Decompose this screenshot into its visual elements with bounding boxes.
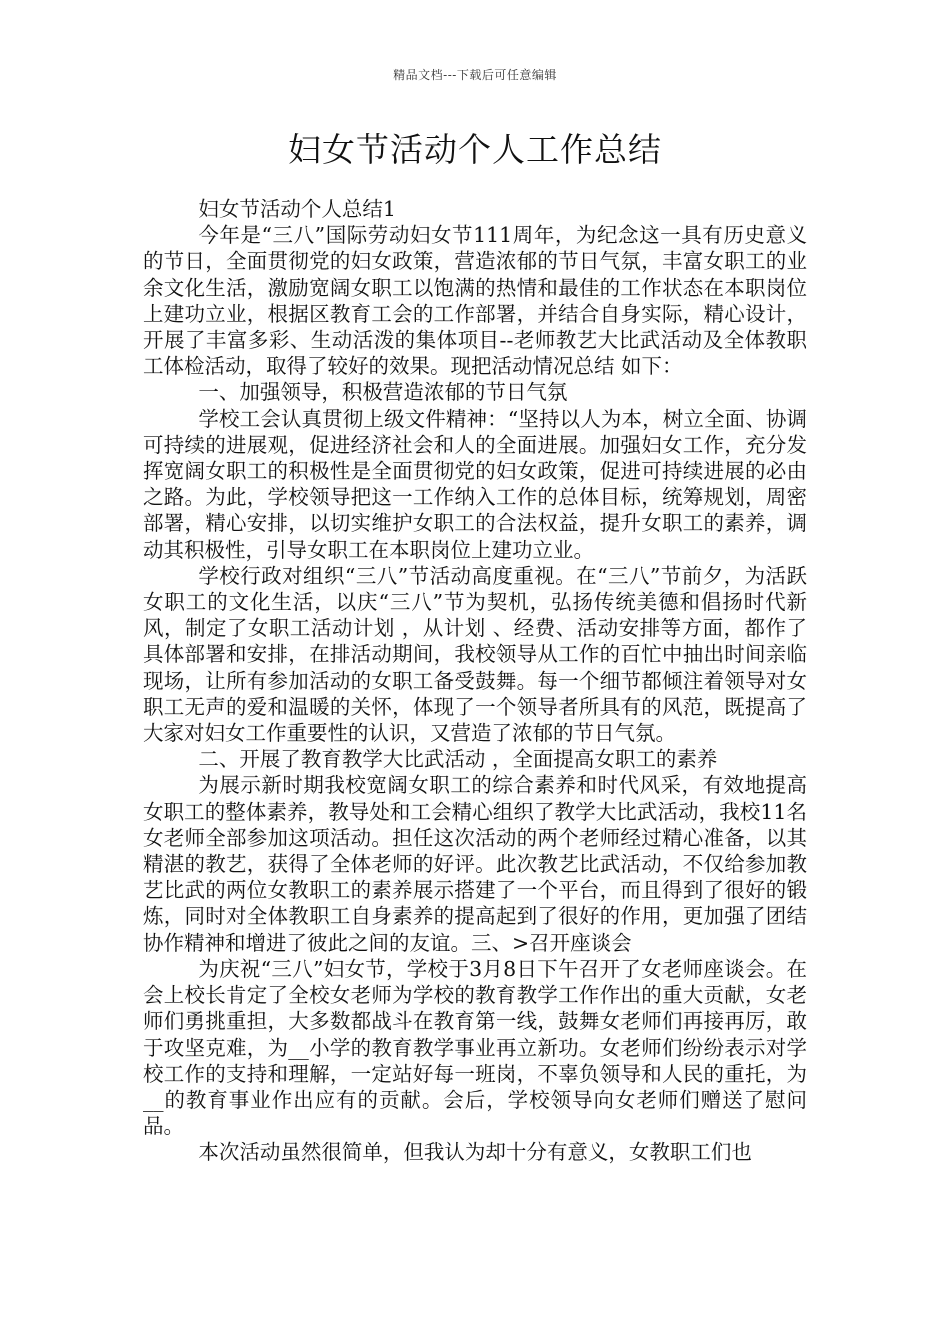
section-heading-1: 一、加强领导，积极营造浓郁的节日气氛 xyxy=(198,380,568,405)
paragraph-3: 为展示新时期我校宽阔女职工的综合素养和时代风采，有效地提高女职工的整体素养，教导处和工会精心组织了教学大比武活动，我校11名女老师全部参加这项活动。担任这次活动的两个老师经过精心准备，以其精湛的教艺，获得了全体老师的好评。此次教艺比武活动，不仅给参加教艺比武的两位女教职工的素养展示搭建了一个平台，而且得到了很好的锻炼，同时对全体教职工自身素养的提高起到了很好的作用，更加强了团结协作精神和增进了彼此之间的友谊。三、>召开座谈会 xyxy=(143,773,807,955)
paragraph-4: 为庆祝“三八”妇女节，学校于3月8日下午召开了女老师座谈会。在会上校长肯定了全校女老师为学校的教育教学工作作出的重大贡献，女老师们勇挑重担，大多数都战斗在教育第一线，鼓舞女老师们再接再厉，敢于攻坚克难，为__小学的教育教学事业再立新功。女老师们纷纷表示对学校工作的支持和理解，一定站好每一班岗，不辜负领导和人民的重托，为__的教育事业作出应有的贡献。会后，学校领导向女老师们赠送了慰问品。 xyxy=(143,956,807,1139)
header-note: 精品文档---下载后可任意编辑 xyxy=(393,68,557,82)
section-heading-2: 二、开展了教育教学大比武活动 ，全面提高女职工的素养 xyxy=(198,747,718,772)
paragraph-intro: 今年是“三八”国际劳动妇女节111周年，为纪念这一具有历史意义的节日，全面贯彻党的妇女政策，营造浓郁的节日气氛，丰富女职工的业余文化生活，激励宽阔女职工以饱满的热情和最佳的工作状态在本职岗位上建功立业，根据区教育工会的工作部署，并结合自身实际，精心设计，开展了丰富多彩、生动活泼的集体项目--老师教艺大比武活动及全体教职工体检活动，取得了较好的效果。现把活动情况总结 如下： xyxy=(143,223,807,379)
document-body xyxy=(143,196,807,1166)
paragraph-2: 学校行政对组织“三八”节活动高度重视。在“三八”节前夕，为活跃女职工的文化生活，以庆“三八”节为契机，弘扬传统美德和倡扬时代新风，制定了女职工活动计划 ，从计划 、经费、活动安排等方面，都作了具体部署和安排，在排活动期间，我校领导从工作的百忙中抽出时间亲临现场，让所有参加活动的女职工备受鼓舞。每一个细节都倾注着领导对女职工无声的爱和温暖的关怀，体现了一个领导者所具有的风范，既提高了大家对妇女工作重要性的认识，又营造了浓郁的节日气氛。 xyxy=(143,563,807,746)
document-title: 妇女节活动个人工作总结 xyxy=(288,130,662,169)
paragraph-1: 学校工会认真贯彻上级文件精神：“坚持以人为本，树立全面、协调可持续的进展观，促进经济社会和人的全面进展。加强妇女工作，充分发挥宽阔女职工的积极性是全面贯彻党的妇女政策，促进可持续进展的必由之路。为此，学校领导把这一工作纳入工作的总体目标，统筹规划，周密部署，精心安排，以切实维护女职工的合法权益，提升女职工的素养，调动其积极性，引导女职工在本职岗位上建功立业。 xyxy=(143,406,807,562)
section-subtitle: 妇女节活动个人总结1 xyxy=(198,197,396,221)
paragraph-5: 本次活动虽然很简单，但我认为却十分有意义，女教职工们也 xyxy=(198,1140,752,1165)
